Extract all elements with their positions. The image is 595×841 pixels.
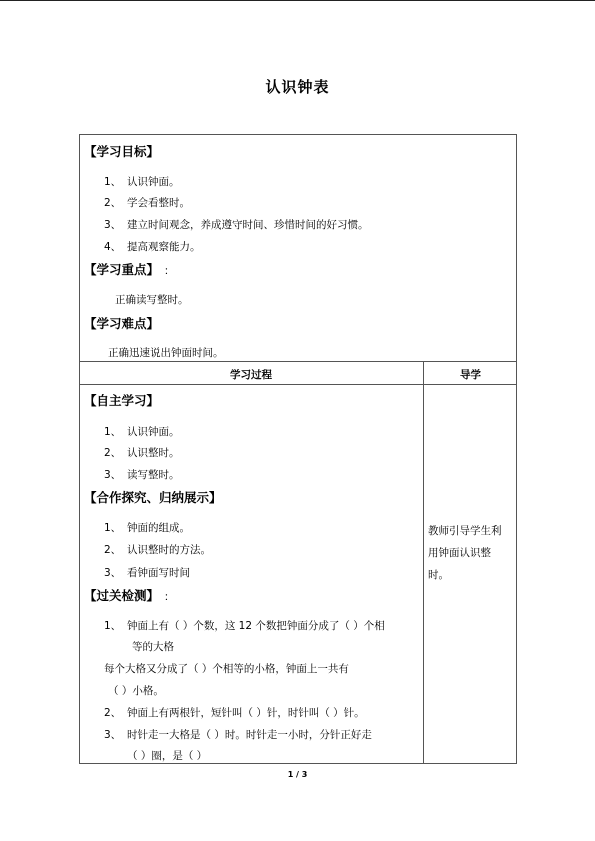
self-study-num-2: 2、 bbox=[104, 447, 122, 459]
check-q1-line1: 钟面上有（ ）个数，这 12 个数把钟面分成了（ ）个相 bbox=[127, 620, 385, 632]
column-divider bbox=[423, 361, 424, 764]
page-number: 1 / 3 bbox=[287, 770, 308, 779]
goal-num-3: 3、 bbox=[104, 219, 122, 231]
self-study-text-3: 读写整时。 bbox=[127, 469, 180, 481]
check-q1-line4: （ ）小格。 bbox=[108, 685, 164, 697]
check-q2-line1: 钟面上有两根针，短针叫（ ）针，时针叫（ ）针。 bbox=[127, 707, 365, 719]
difficulties-text: 正确迅速说出钟面时间。 bbox=[108, 347, 224, 359]
process-column-header: 学习过程 bbox=[230, 369, 272, 381]
header-top-rule bbox=[79, 361, 517, 362]
self-study-text-1: 认识钟面。 bbox=[127, 426, 180, 438]
check-suffix: ： bbox=[164, 591, 175, 603]
self-study-num-1: 1、 bbox=[104, 426, 122, 438]
goal-text-1: 认识钟面。 bbox=[127, 176, 180, 188]
goal-num-4: 4、 bbox=[104, 241, 122, 253]
page-title: 认识钟表 bbox=[265, 78, 330, 96]
guide-note-line3: 时。 bbox=[428, 569, 449, 581]
guide-column-header: 导学 bbox=[460, 369, 481, 381]
key-points-suffix: ： bbox=[164, 265, 175, 277]
goal-text-4: 提高观察能力。 bbox=[127, 241, 201, 253]
header-bottom-rule bbox=[79, 384, 517, 385]
cooperation-num-1: 1、 bbox=[104, 522, 122, 534]
key-points-heading: 【学习重点】 bbox=[84, 262, 160, 277]
goal-text-3: 建立时间观念，养成遵守时间、珍惜时间的好习惯。 bbox=[127, 219, 369, 231]
check-q3-num: 3、 bbox=[104, 729, 122, 741]
check-q3-line2: （ ）圈，是（ ） bbox=[127, 750, 208, 762]
key-points-text: 正确读写整时。 bbox=[115, 294, 189, 306]
goal-text-2: 学会看整时。 bbox=[127, 197, 190, 209]
check-q1-num: 1、 bbox=[104, 620, 122, 632]
cooperation-text-3: 看钟面写时间 bbox=[127, 567, 190, 579]
goals-heading: 【学习目标】 bbox=[84, 144, 160, 159]
check-heading: 【过关检测】 bbox=[84, 588, 160, 603]
top-rule bbox=[0, 0, 595, 1]
self-study-num-3: 3、 bbox=[104, 469, 122, 481]
self-study-text-2: 认识整时。 bbox=[127, 447, 180, 459]
cooperation-heading: 【合作探究、归纳展示】 bbox=[84, 490, 222, 505]
check-q1-line2: 等的大格 bbox=[132, 641, 174, 653]
check-q1-line3: 每个大格又分成了（ ）个相等的小格，钟面上一共有 bbox=[104, 663, 349, 675]
goal-num-2: 2、 bbox=[104, 197, 122, 209]
cooperation-num-2: 2、 bbox=[104, 544, 122, 556]
check-q2-num: 2、 bbox=[104, 707, 122, 719]
cooperation-num-3: 3、 bbox=[104, 567, 122, 579]
goal-num-1: 1、 bbox=[104, 176, 122, 188]
guide-note-line1: 教师引导学生利 bbox=[428, 525, 502, 537]
check-q3-line1: 时针走一大格是（ ）时。时针走一小时，分针正好走 bbox=[127, 729, 372, 741]
cooperation-text-1: 钟面的组成。 bbox=[127, 522, 190, 534]
self-study-heading: 【自主学习】 bbox=[84, 393, 160, 408]
guide-note-line2: 用钟面认识整 bbox=[428, 547, 491, 559]
difficulties-heading: 【学习难点】 bbox=[84, 316, 160, 331]
cooperation-text-2: 认识整时的方法。 bbox=[127, 544, 211, 556]
